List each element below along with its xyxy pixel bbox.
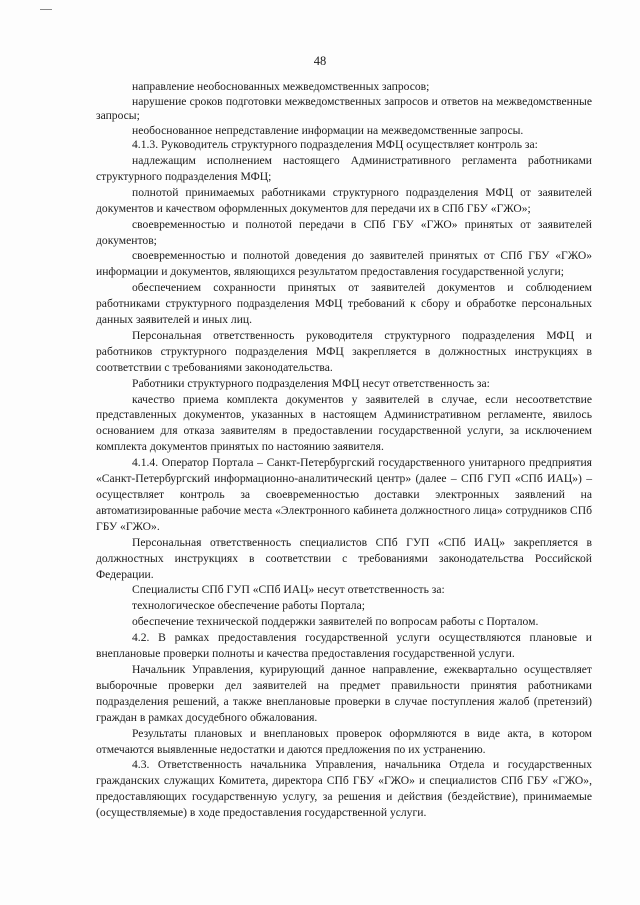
paragraph: своевременностью и полнотой передачи в СПб ГБУ «ГЖО» принятых от заявителей документов;: [96, 217, 592, 247]
paragraph: полнотой принимаемых работниками структурного подразделения МФЦ от заявителей документов и качеством оформленных документов для передачи их в СПб ГБУ «ГЖО»;: [96, 185, 592, 215]
paragraph: 4.1.3. Руководитель структурного подразделения МФЦ осуществляет контроль за:: [132, 138, 538, 152]
paragraph: нарушение сроков подготовки межведомственных запросов и ответов на межведомственные запросы;: [96, 94, 592, 123]
paragraph: необоснованное непредставление информации на межведомственные запросы.: [132, 123, 524, 137]
paragraph: технологическое обеспечение работы Портала;: [132, 599, 365, 613]
paragraph: направление необоснованных межведомственных запросов;: [132, 80, 430, 93]
paragraph: 4.3. Ответственность начальника Управления, начальника Отдела и государственных гражданских служащих Комитета, директора СПб ГБУ «ГЖО» и специалистов СПб ГБУ «ГЖО», предоставляющих государственную услугу, за решения и действия (бездействие), принимаемые (осуществляемые) в ходе предоставления государственной услуги.: [96, 758, 592, 820]
paragraph: Результаты плановых и внеплановых проверок оформляются в виде акта, в котором отмечаются выявленные недостатки и даются предложения по их устранению.: [96, 726, 592, 756]
paragraph: Работники структурного подразделения МФЦ несут ответственность за:: [132, 376, 490, 390]
paragraph: Начальник Управления, курирующий данное направление, ежеквартально осуществляет выборочные проверки дел заявителей на предмет правильности принятия работниками подразделения решений, а также внеплановые проверки в случае поступления жалоб (претензий) граждан в рамках досудебного обжалования.: [96, 662, 592, 724]
paragraph: 4.1.4. Оператор Портала – Санкт-Петербургский государственного унитарного предприятия «Санкт-Петербургский информационно-аналитический центр» (далее – СПб ГУП «СПб ИАЦ») – осуществляет контроль за своевременностью доставки электронных заявлений на автоматизированные рабочие места «Электронного кабинета должностного лица» сотрудников СПб ГБУ «ГЖО».: [96, 456, 592, 533]
paragraph: обеспечением сохранности принятых от заявителей документов и соблюдением работниками структурного подразделения МФЦ требований к сбору и обработке персональных данных заявителей и иных лиц.: [96, 281, 592, 327]
paragraph: Персональная ответственность специалистов СПб ГУП «СПб ИАЦ» закрепляется в должностных инструкциях в соответствии с требованиями законодательства Российской Федерации.: [96, 535, 592, 581]
scan-mark: [40, 9, 52, 10]
paragraph: надлежащим исполнением настоящего Административного регламента работниками структурного подразделения МФЦ;: [96, 153, 592, 183]
paragraph: Специалисты СПб ГУП «СПб ИАЦ» несут ответственность за:: [132, 583, 445, 597]
page-number: 48: [313, 54, 327, 68]
paragraph: обеспечение технической поддержки заявителей по вопросам работы с Порталом.: [132, 615, 539, 629]
paragraph: качество приема комплекта документов у заявителей в случае, если несоответствие представленных документов, указанных в настоящем Административном регламенте, явилось основанием для отказа заявителям в предоставлении государственной услуги, за исключением комплекта документов принятых по настоянию заявителя.: [96, 392, 592, 454]
paragraph: 4.2. В рамках предоставления государственной услуги осуществляются плановые и внеплановые проверки полноты и качества предоставления государственной услуги.: [96, 631, 592, 661]
paragraph: Персональная ответственность руководителя структурного подразделения МФЦ и работников структурного подразделения МФЦ закрепляется в должностных инструкциях в соответствии с требованиями законодательства.: [96, 328, 592, 374]
document-body: [96, 80, 592, 821]
paragraph: своевременностью и полнотой доведения до заявителей принятых от СПб ГБУ «ГЖО» информации и документов, являющихся результатом предоставления государственной услуги;: [96, 249, 592, 279]
